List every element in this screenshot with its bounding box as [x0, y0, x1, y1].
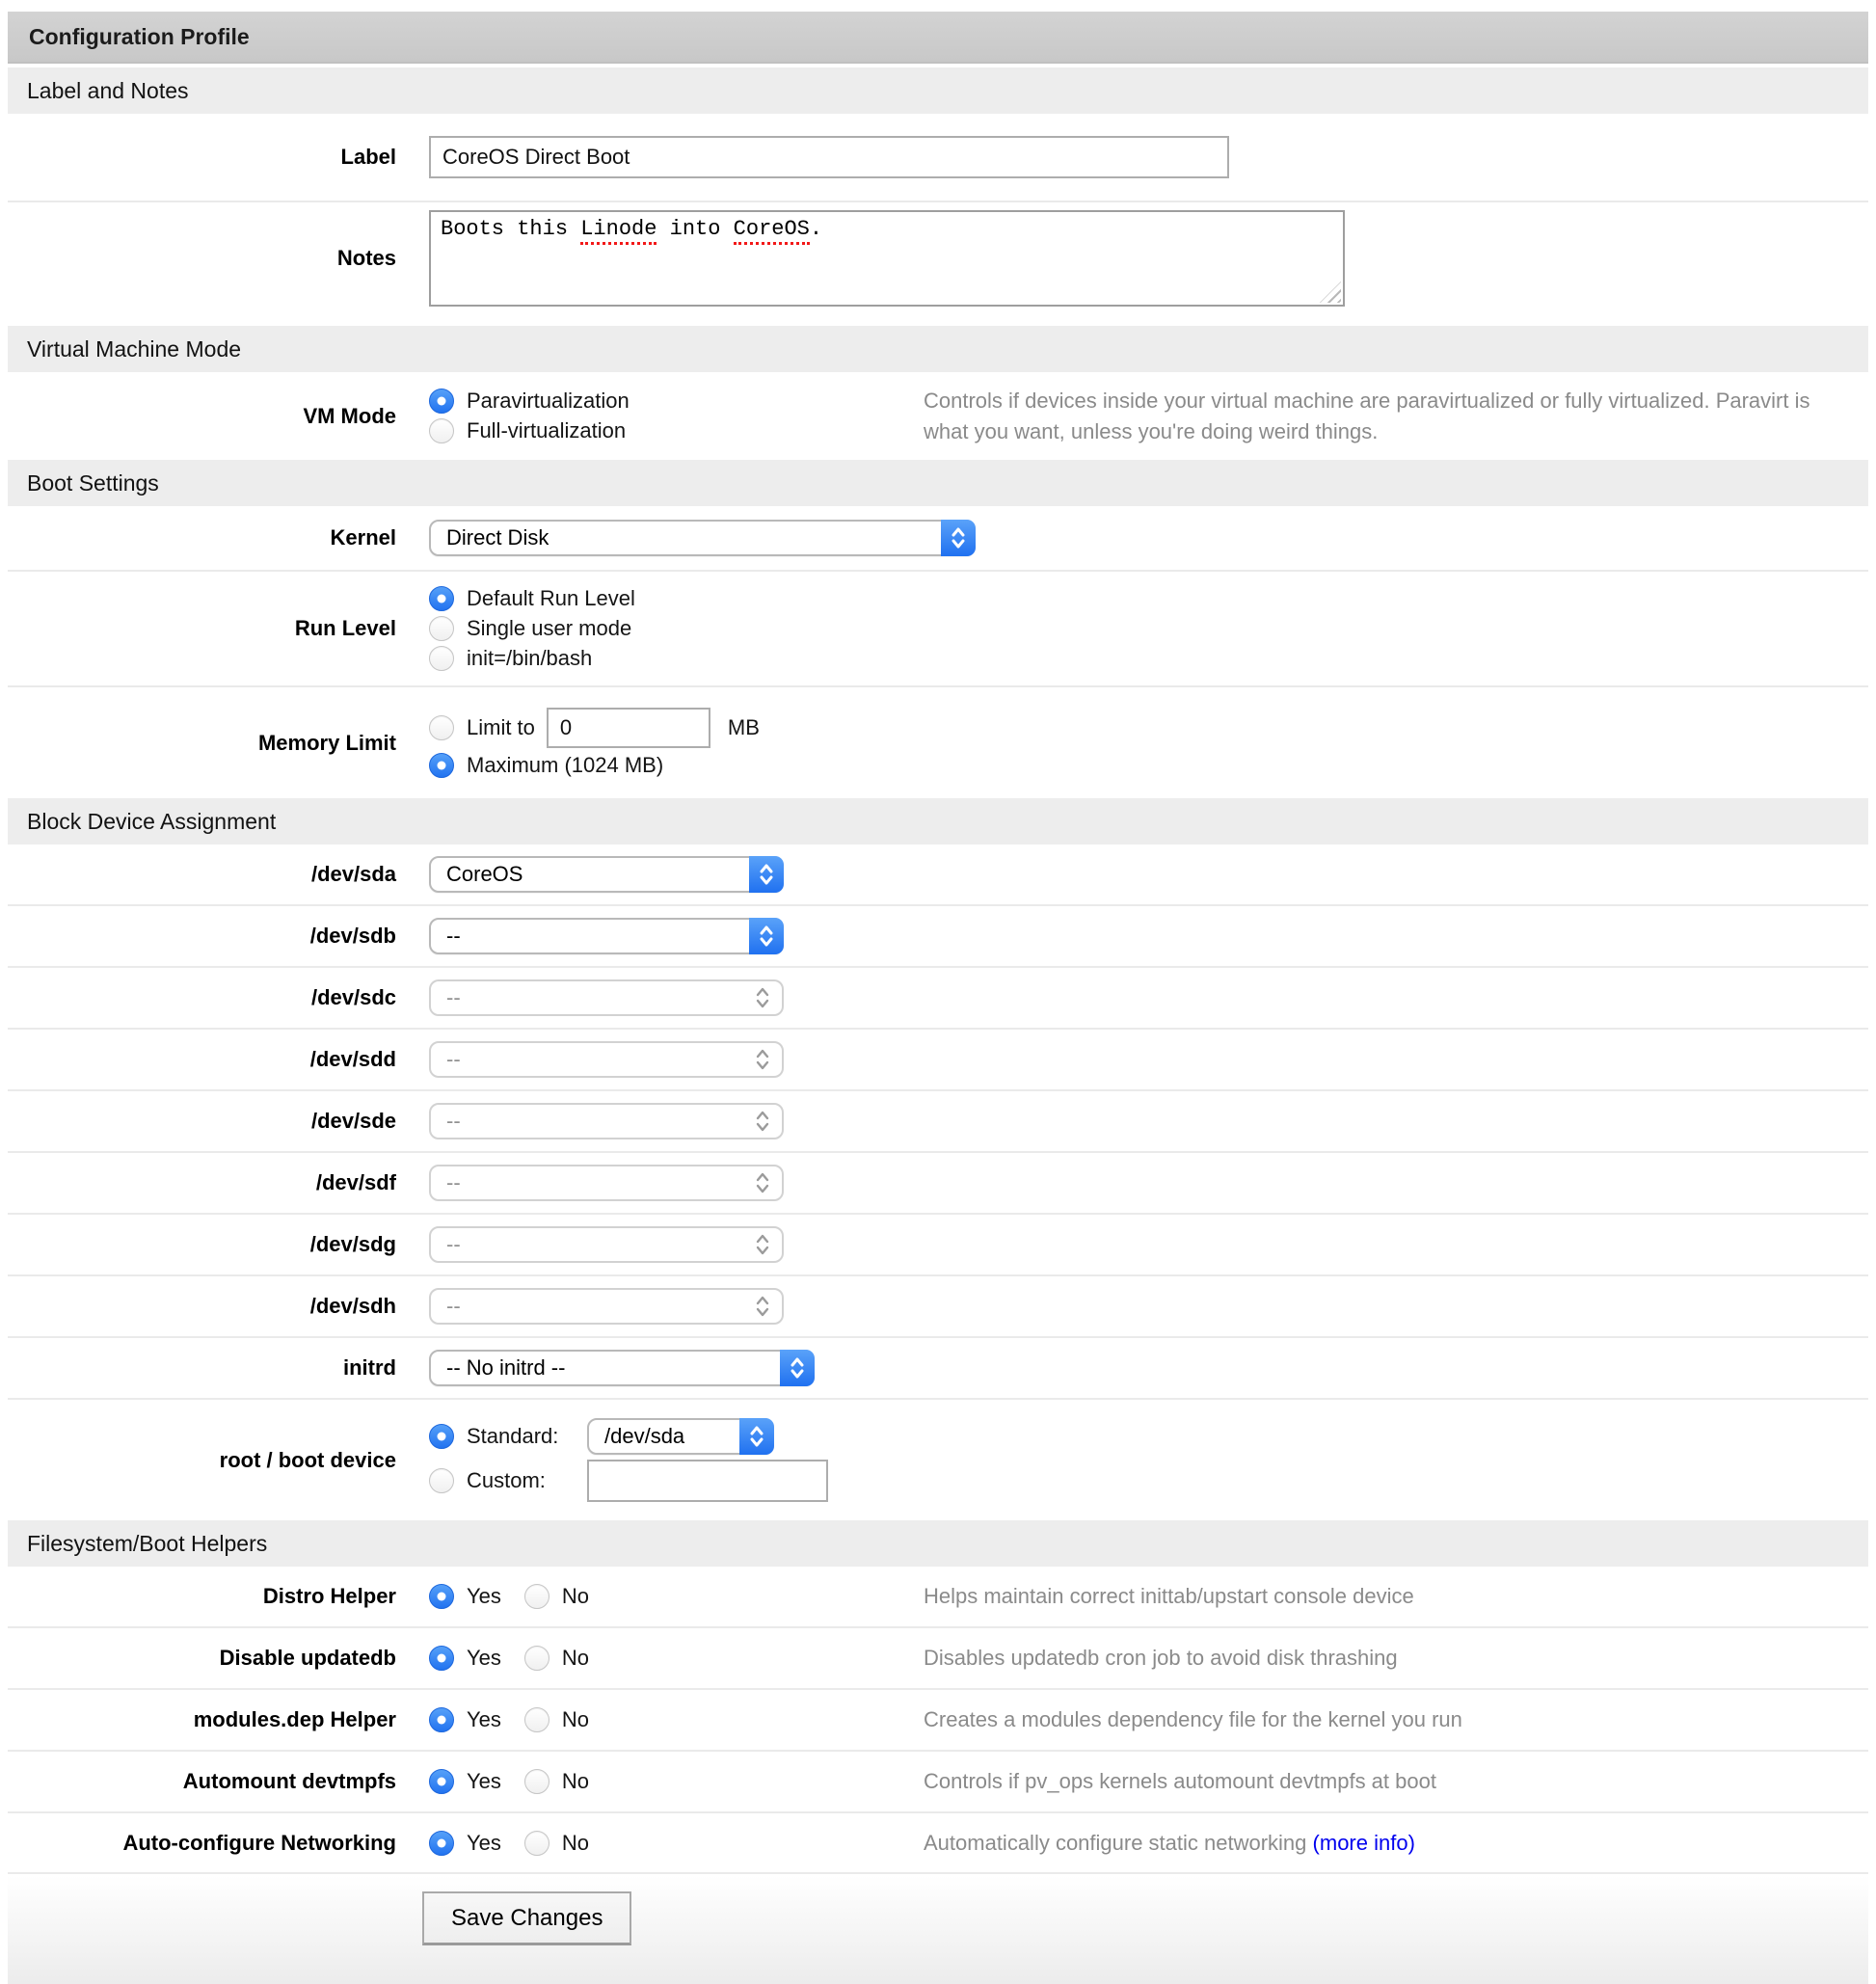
kernel-row — [8, 506, 1868, 570]
modules-dep-no-radio[interactable] — [524, 1707, 549, 1732]
row-divider — [8, 1872, 1868, 1874]
misspelled-word: CoreOS — [734, 217, 810, 245]
notes-text: Boots this — [441, 217, 581, 241]
disable-updatedb-row — [8, 1628, 1868, 1688]
select-arrows-icon — [745, 1288, 780, 1325]
maximum-memory-radio-label: Maximum (1024 MB) — [467, 753, 664, 777]
dev-sdb-select-value: -- — [446, 924, 461, 948]
modules-dep-yes-radio[interactable] — [429, 1707, 454, 1732]
dev-sde-label: /dev/sde — [310, 1109, 396, 1133]
no-radio-label: No — [561, 1830, 590, 1855]
dev-sdh-select — [429, 1288, 784, 1325]
init-bin-bash-radio[interactable] — [429, 646, 454, 671]
root-boot-device-row — [8, 1400, 1868, 1520]
label-row — [8, 114, 1868, 201]
notes-textarea[interactable] — [429, 210, 1345, 307]
standard-root-device-select[interactable] — [587, 1418, 774, 1455]
distro-helper-no-radio[interactable] — [524, 1584, 549, 1609]
dev-sdg-label: /dev/sdg — [309, 1232, 396, 1256]
auto-configure-networking-help-text — [924, 1828, 1868, 1859]
disable-updatedb-yes-radio[interactable] — [429, 1646, 454, 1671]
initrd-select-value: -- No initrd -- — [446, 1355, 566, 1380]
page-title: Configuration Profile — [8, 12, 1868, 64]
distro-helper-row — [8, 1567, 1868, 1626]
kernel-select[interactable] — [429, 520, 976, 556]
run-level-row — [8, 572, 1868, 685]
select-arrows-icon — [745, 979, 780, 1016]
dev-sda-label: /dev/sda — [310, 862, 396, 886]
yes-radio-label: Yes — [467, 1706, 501, 1731]
maximum-memory-radio[interactable] — [429, 753, 454, 778]
automount-devtmpfs-yes-radio[interactable] — [429, 1769, 454, 1794]
dev-sdf-row — [8, 1153, 1868, 1213]
select-arrows-icon — [780, 1350, 815, 1386]
no-radio-label: No — [561, 1583, 590, 1608]
yes-radio-label: Yes — [467, 1830, 501, 1855]
root-boot-device-label: root / boot device — [219, 1447, 396, 1472]
no-radio-label: No — [561, 1645, 590, 1670]
vm-mode-label: VM Mode — [303, 403, 396, 428]
run-level-label: Run Level — [294, 616, 396, 640]
section-block-device-assignment: Block Device Assignment — [8, 798, 1868, 845]
dev-sdf-select-value: -- — [446, 1170, 461, 1194]
dev-sda-row — [8, 845, 1868, 904]
dev-sdf-label: /dev/sdf — [315, 1170, 396, 1194]
dev-sda-select[interactable] — [429, 856, 784, 893]
dev-sdh-label: /dev/sdh — [309, 1294, 396, 1318]
auto-configure-networking-row — [8, 1813, 1868, 1873]
dev-sdg-select-value: -- — [446, 1232, 461, 1256]
memory-limit-input[interactable] — [547, 708, 710, 748]
label-field-label: Label — [340, 145, 396, 169]
dev-sdd-select-value: -- — [446, 1047, 461, 1071]
auto-configure-networking-no-radio[interactable] — [524, 1831, 549, 1856]
footer — [8, 1876, 1868, 1984]
label-input[interactable] — [429, 136, 1229, 178]
help-text: Automatically configure static networking — [924, 1830, 1307, 1855]
dev-sdg-row — [8, 1215, 1868, 1274]
default-run-level-radio[interactable] — [429, 586, 454, 611]
initrd-select[interactable] — [429, 1350, 815, 1386]
custom-root-radio[interactable] — [429, 1468, 454, 1493]
paravirtualization-radio[interactable] — [429, 389, 454, 414]
section-boot-settings: Boot Settings — [8, 460, 1868, 506]
dev-sdd-row — [8, 1030, 1868, 1089]
yes-radio-label: Yes — [467, 1645, 501, 1670]
automount-devtmpfs-label: Automount devtmpfs — [182, 1768, 396, 1793]
dev-sde-select-value: -- — [446, 1109, 461, 1133]
dev-sdb-select[interactable] — [429, 918, 784, 954]
no-radio-label: No — [561, 1768, 590, 1793]
yes-radio-label: Yes — [467, 1768, 501, 1793]
section-virtual-machine-mode: Virtual Machine Mode — [8, 326, 1868, 372]
notes-text: into — [657, 217, 734, 241]
automount-devtmpfs-no-radio[interactable] — [524, 1769, 549, 1794]
dev-sdd-label: /dev/sdd — [309, 1047, 396, 1071]
no-radio-label: No — [561, 1706, 590, 1731]
standard-root-radio[interactable] — [429, 1424, 454, 1449]
vm-mode-row — [8, 372, 1868, 460]
auto-configure-networking-label: Auto-configure Networking — [122, 1830, 396, 1855]
dev-sdc-select-value: -- — [446, 985, 461, 1009]
notes-row — [8, 202, 1868, 326]
single-user-mode-radio[interactable] — [429, 616, 454, 641]
dev-sdf-select — [429, 1165, 784, 1201]
dev-sde-row — [8, 1091, 1868, 1151]
dev-sdb-label: /dev/sdb — [309, 924, 396, 948]
initrd-label: initrd — [343, 1355, 396, 1380]
auto-configure-networking-yes-radio[interactable] — [429, 1831, 454, 1856]
select-arrows-icon — [745, 1165, 780, 1201]
more-info-link[interactable]: (more info) — [1312, 1830, 1415, 1855]
distro-helper-help-text: Helps maintain correct inittab/upstart console device — [924, 1584, 1414, 1608]
select-arrows-icon — [749, 856, 784, 893]
init-bin-bash-radio-label: init=/bin/bash — [467, 646, 593, 670]
distro-helper-label: Distro Helper — [262, 1583, 396, 1608]
select-arrows-icon — [745, 1103, 780, 1139]
default-run-level-radio-label: Default Run Level — [467, 586, 635, 610]
distro-helper-yes-radio[interactable] — [429, 1584, 454, 1609]
initrd-row — [8, 1338, 1868, 1398]
yes-radio-label: Yes — [467, 1583, 501, 1608]
automount-devtmpfs-help-text: Controls if pv_ops kernels automount devtmpfs at boot — [924, 1768, 1436, 1793]
select-arrows-icon — [745, 1226, 780, 1263]
dev-sdc-select — [429, 979, 784, 1016]
dev-sdh-select-value: -- — [446, 1294, 461, 1318]
kernel-select-value: Direct Disk — [446, 525, 549, 550]
standard-root-device-value: /dev/sda — [604, 1424, 685, 1448]
select-arrows-icon — [739, 1418, 774, 1455]
paravirtualization-radio-label: Paravirtualization — [467, 389, 630, 413]
dev-sdg-select — [429, 1226, 784, 1263]
full-virtualization-radio-label: Full-virtualization — [467, 418, 627, 442]
select-arrows-icon — [941, 520, 976, 556]
dev-sdd-select — [429, 1041, 784, 1078]
disable-updatedb-label: Disable updatedb — [219, 1645, 396, 1670]
limit-to-radio-label: Limit to — [467, 715, 535, 739]
disable-updatedb-no-radio[interactable] — [524, 1646, 549, 1671]
vm-mode-help-text: Controls if devices inside your virtual machine are paravirtualized or fully virtualized. Paravirt is what you want, unless you're doing weird things. — [924, 388, 1810, 443]
misspelled-word: Linode — [580, 217, 657, 245]
disable-updatedb-help-text: Disables updatedb cron job to avoid disk thrashing — [924, 1645, 1398, 1670]
dev-sda-select-value: CoreOS — [446, 862, 523, 886]
custom-root-radio-label: Custom: — [467, 1468, 546, 1492]
custom-root-device-input[interactable] — [587, 1460, 828, 1502]
memory-limit-row — [8, 687, 1868, 798]
dev-sdc-row — [8, 968, 1868, 1028]
modules-dep-helper-row — [8, 1690, 1868, 1750]
memory-unit-label: MB — [727, 715, 760, 739]
memory-limit-label: Memory Limit — [257, 730, 396, 755]
kernel-label: Kernel — [330, 525, 396, 550]
notes-field-label: Notes — [336, 246, 396, 270]
automount-devtmpfs-row — [8, 1752, 1868, 1811]
modules-dep-helper-label: modules.dep Helper — [193, 1706, 396, 1731]
notes-text: . — [809, 217, 823, 241]
standard-root-radio-label: Standard: — [467, 1424, 559, 1448]
save-changes-button[interactable]: Save Changes — [422, 1891, 631, 1945]
section-label-and-notes: Label and Notes — [8, 67, 1868, 114]
single-user-mode-radio-label: Single user mode — [467, 616, 632, 640]
dev-sdc-label: /dev/sdc — [310, 985, 396, 1009]
limit-to-radio[interactable] — [429, 715, 454, 740]
full-virtualization-radio[interactable] — [429, 418, 454, 443]
modules-dep-help-text: Creates a modules dependency file for the kernel you run — [924, 1706, 1462, 1731]
select-arrows-icon — [745, 1041, 780, 1078]
dev-sde-select — [429, 1103, 784, 1139]
select-arrows-icon — [749, 918, 784, 954]
dev-sdb-row — [8, 906, 1868, 966]
section-filesystem-boot-helpers: Filesystem/Boot Helpers — [8, 1520, 1868, 1567]
dev-sdh-row — [8, 1276, 1868, 1336]
